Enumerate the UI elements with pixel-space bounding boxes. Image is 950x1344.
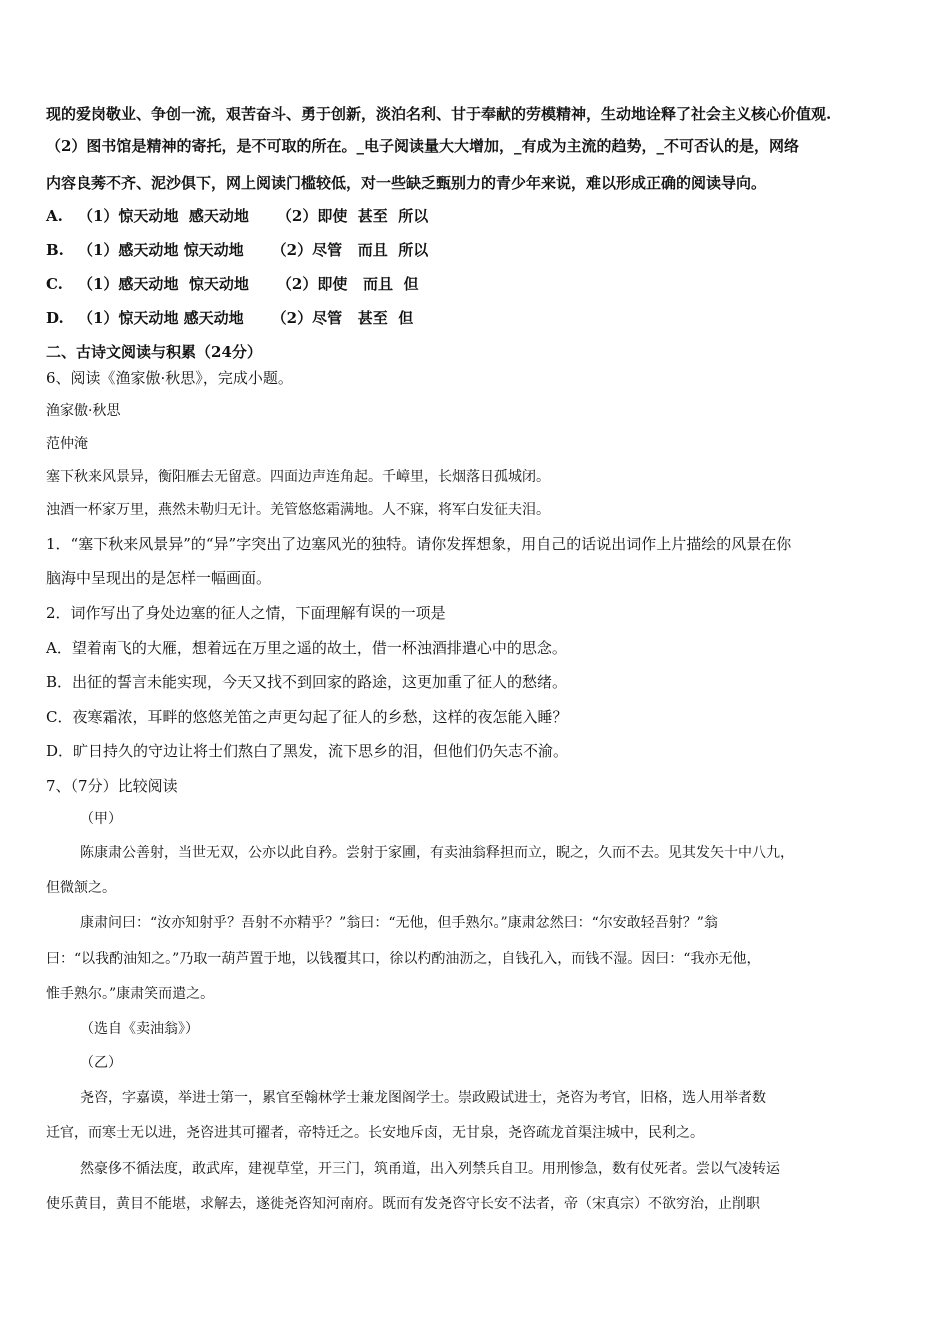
- option-d: [46, 308, 413, 328]
- passage-source: （选自《卖油翁》）: [80, 1021, 199, 1037]
- q2-option-d: D．旷日持久的守边让将士们熬白了黑发，流下思乡的泪，但他们仍矢志不渝。: [46, 742, 569, 760]
- option-label: D.: [46, 309, 64, 327]
- text-line: 内容良莠不齐、泥沙俱下，网上阅读门槛较低，对一些缺乏甄别力的青少年来说，难以形成正确的阅读导向。: [46, 174, 767, 192]
- option-part1: （1）惊天动地 感天动地: [78, 309, 244, 327]
- option-part2: （2）尽管 甚至 但: [271, 309, 414, 327]
- poem-author: 范仲淹: [46, 436, 88, 452]
- passage-text: 然豪侈不循法度，敢武库，建视草堂，开三门，筑甬道，出入列禁兵自卫。用刑惨急，数有仗死者。尝以气凌转运: [80, 1161, 780, 1177]
- option-part1: （1）感天动地 惊天动地: [78, 275, 249, 293]
- option-label: A.: [46, 207, 63, 225]
- text-line: （2）图书馆是精神的寄托，是不可取的所在。_电子阅读量大大增加，_有成为主流的趋势，_不可否认的是，网络: [46, 137, 799, 155]
- option-part2: （2）即使 而且 但: [276, 275, 419, 293]
- passage-label-jia: （甲）: [80, 811, 122, 827]
- passage-text: 惟手熟尔。”康肃笑而遣之。: [46, 986, 215, 1002]
- q2-stem-text: 2．词作写出了身处边塞的征人之情，下面理解: [46, 604, 356, 622]
- option-c: [46, 274, 418, 294]
- q2-option-c: C．夜寒霜浓，耳畔的悠悠羌笛之声更勾起了征人的乡愁，这样的夜怎能入睡？: [46, 708, 568, 726]
- passage-text: 康肃问曰：“汝亦知射乎？吾射不亦精乎？”翁曰：“无他，但手熟尔。”康肃忿然曰：“尔安敢轻吾射？”翁: [80, 915, 718, 931]
- passage-text: 尧咨，字嘉谟，举进士第一，累官至翰林学士兼龙图阁学士。崇政殿试进士，尧咨为考官，旧格，选人用举者数: [80, 1090, 766, 1106]
- question-stem: 6、阅读《渔家傲·秋思》，完成小题。: [46, 369, 293, 387]
- option-label: C.: [46, 275, 63, 293]
- option-b: [46, 240, 428, 260]
- option-part1: （1）感天动地 惊天动地: [78, 241, 244, 259]
- poem-line: 塞下秋来风景异，衡阳雁去无留意。四面边声连角起。千嶂里，长烟落日孤城闭。: [46, 469, 550, 485]
- option-part1: （1）惊天动地 感天动地: [78, 207, 249, 225]
- passage-text: 迁官，而寒士无以进，尧咨进其可擢者，帝特迁之。长安地斥卤，无甘泉，尧咨疏龙首渠注城中，民利之。: [46, 1125, 704, 1141]
- question-1: 1．“塞下秋来风景异”的“异”字突出了边塞风光的独特。请你发挥想象，用自己的话说出词作上片描绘的风景在你: [46, 535, 792, 553]
- passage-label-yi: （乙）: [80, 1055, 122, 1071]
- text-line: 现的爱岗敬业、争创一流，艰苦奋斗、勇于创新，淡泊名利、甘于奉献的劳模精神，生动地诠释了社会主义核心价值观.: [46, 105, 832, 123]
- poem-line: 浊酒一杯家万里，燕然未勒归无计。羌管悠悠霜满地。人不寐，将军白发征夫泪。: [46, 502, 550, 518]
- q2-stem-text: 的一项是: [385, 604, 446, 622]
- q2-emphasis: 有误: [355, 602, 386, 620]
- passage-text: 陈康肃公善射，当世无双，公亦以此自矜。尝射于家圃，有卖油翁释担而立，睨之，久而不去。见其发矢十中八九，: [80, 845, 794, 861]
- question-7: 7、（7分）比较阅读: [46, 777, 178, 795]
- passage-text: 但微颔之。: [46, 880, 116, 896]
- q2-option-b: B．出征的誓言未能实现，今天又找不到回家的路途，这更加重了征人的愁绪。: [46, 673, 568, 691]
- option-label: B.: [46, 241, 64, 259]
- question-2: [46, 603, 446, 623]
- option-a: [46, 206, 428, 226]
- poem-title: 渔家傲·秋思: [46, 403, 121, 419]
- section-heading: 二、古诗文阅读与积累（24分）: [46, 343, 262, 361]
- passage-text: 使乐黄目，黄目不能堪，求解去，遂徙尧咨知河南府。既而有发尧咨守长安不法者，帝（宋真宗）不欲穷治，止削职: [46, 1196, 760, 1212]
- passage-text: 曰：“以我酌油知之。”乃取一葫芦置于地，以钱覆其口，徐以杓酌油沥之，自钱孔入，而钱不湿。因曰：“我亦无他，: [46, 951, 761, 967]
- option-part2: （2）即使 甚至 所以: [276, 207, 429, 225]
- q2-option-a: A．望着南飞的大雁，想着远在万里之遥的故土，借一杯浊酒排遣心中的思念。: [46, 639, 567, 657]
- question-1-cont: 脑海中呈现出的是怎样一幅画面。: [46, 569, 272, 587]
- option-part2: （2）尽管 而且 所以: [271, 241, 429, 259]
